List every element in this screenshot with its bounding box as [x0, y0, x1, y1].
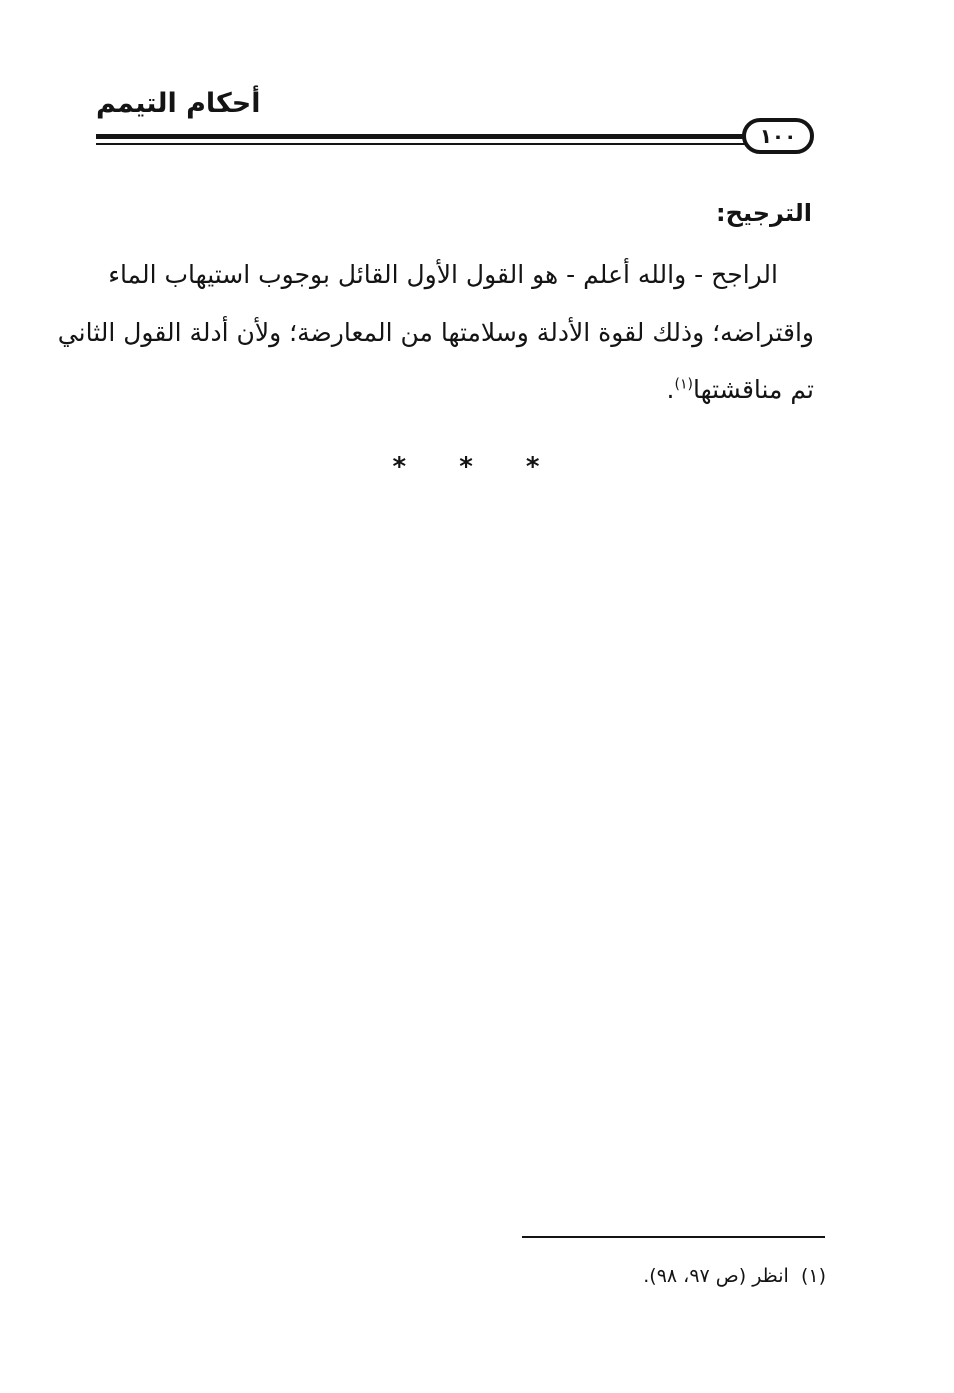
- body-line-3-text: تم مناقشتها: [692, 375, 814, 404]
- body-line-3-end: .: [666, 375, 675, 404]
- header-rule-thick: [96, 134, 746, 139]
- footnote-reference: (١): [674, 376, 693, 393]
- header-rule: [96, 134, 746, 148]
- footnote-marker: (١): [800, 1265, 826, 1287]
- footnote-rule: [522, 1236, 825, 1238]
- header-rule-thin: [96, 143, 746, 145]
- section-heading: الترجيح:: [716, 199, 812, 227]
- footnote-1: [643, 1265, 826, 1287]
- page-number: ١٠٠: [759, 124, 797, 148]
- section-separator: * * *: [392, 452, 562, 482]
- body-line-2: واقتراضه؛ وذلك لقوة الأدلة وسلامتها من المعارضة؛ ولأن أدلة القول الثاني: [57, 318, 814, 347]
- body-line-1: الراجح - والله أعلم - هو القول الأول القائل بوجوب استيهاب الماء: [108, 260, 778, 289]
- page-number-badge: [742, 118, 814, 154]
- body-line-3: [667, 374, 814, 407]
- footnote-text: انظر (ص ٩٧، ٩٨).: [643, 1265, 789, 1287]
- running-title: أحكام التيمم: [96, 88, 261, 119]
